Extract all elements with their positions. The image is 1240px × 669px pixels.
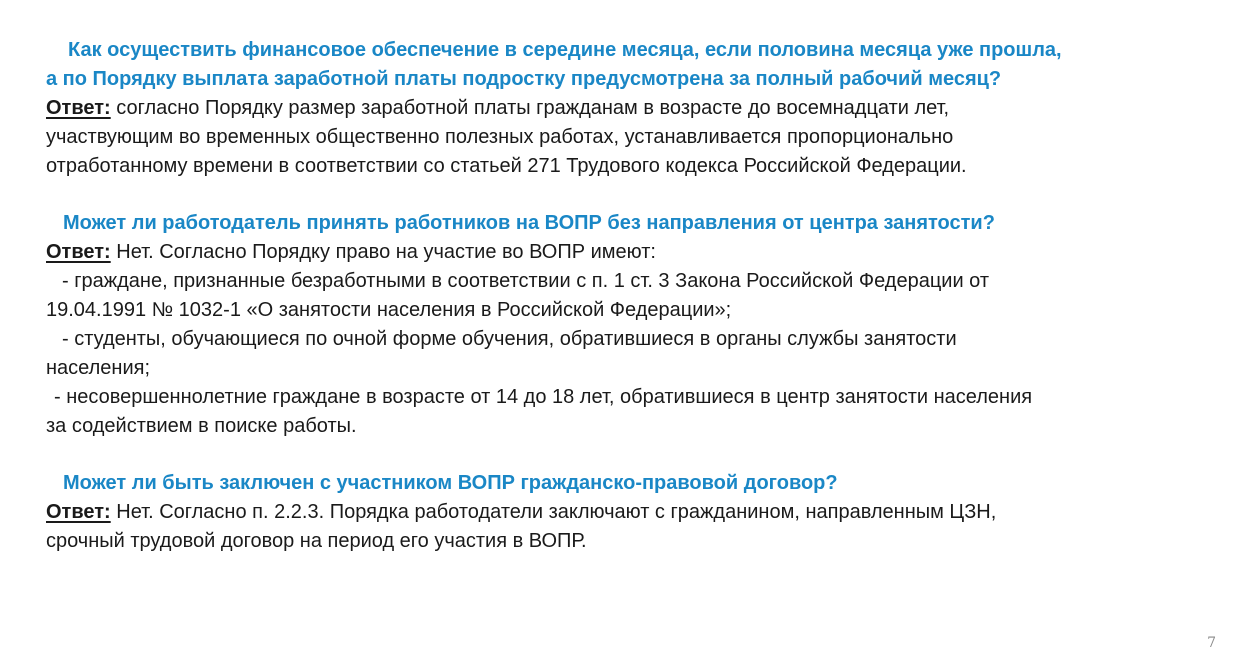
answer-2-line-1 <box>46 238 1206 267</box>
answer-label: Ответ: <box>46 241 111 263</box>
qa-block-1 <box>46 36 1206 181</box>
answer-3-text: Нет. Согласно п. 2.2.3. Порядка работодатели заключают с гражданином, направленным ЦЗН, <box>110 501 997 523</box>
question-3: Может ли быть заключен с участником ВОПР гражданско-правовой договор? <box>63 472 838 494</box>
answer-2-text: Нет. Согласно Порядку право на участие во ВОПР имеют: <box>110 241 656 263</box>
answer-label: Ответ: <box>46 97 111 119</box>
question-1-line-2: а по Порядку выплата заработной платы подростку предусмотрена за полный рабочий месяц? <box>46 68 1002 90</box>
answer-2-bullet-3-cont: за содействием в поиске работы. <box>46 415 357 437</box>
answer-2-bullet-2-cont: населения; <box>46 357 151 379</box>
answer-1-line-3: отработанному времени в соответствии со статьей 271 Трудового кодекса Российской Федерации. <box>46 155 967 177</box>
qa-block-2 <box>46 209 1206 441</box>
page-number: 7 <box>1207 635 1216 651</box>
qa-block-3 <box>46 469 1206 556</box>
answer-1-line-2: участвующим во временных общественно полезных работах, устанавливается пропорционально <box>46 126 954 148</box>
answer-1-line-1 <box>46 94 1206 123</box>
answer-3-line-1 <box>46 498 1206 527</box>
answer-3-line-2: срочный трудовой договор на период его участия в ВОПР. <box>46 530 587 552</box>
answer-2-bullet-3: - несовершеннолетние граждане в возрасте от 14 до 18 лет, обратившиеся в центр занятости населения <box>54 386 1033 408</box>
question-1-line-1: Как осуществить финансовое обеспечение в середине месяца, если половина месяца уже прошла, <box>68 39 1062 61</box>
answer-2-bullet-2: - студенты, обучающиеся по очной форме обучения, обратившиеся в органы службы занятости <box>62 328 957 350</box>
answer-label: Ответ: <box>46 501 111 523</box>
question-2: Может ли работодатель принять работников на ВОПР без направления от центра занятости? <box>63 212 995 234</box>
slide-content <box>46 36 1206 584</box>
answer-2-bullet-1: - граждане, признанные безработными в соответствии с п. 1 ст. 3 Закона Российской Федерации от <box>62 270 990 292</box>
answer-1-text: согласно Порядку размер заработной платы гражданам в возрасте до восемнадцати лет, <box>110 97 950 119</box>
answer-2-bullet-1-cont: 19.04.1991 № 1032-1 «О занятости населения в Российской Федерации»; <box>46 299 732 321</box>
